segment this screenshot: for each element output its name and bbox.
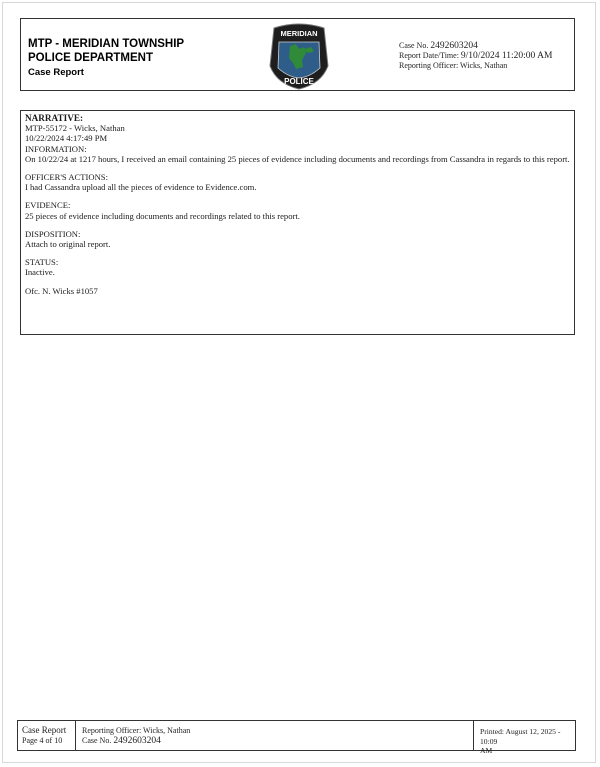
document-type: Case Report [28, 67, 84, 78]
footer-document-type: Case Report [22, 725, 67, 735]
department-block [28, 37, 184, 80]
department-title: POLICE DEPARTMENT [28, 52, 154, 64]
report-datetime: 9/10/2024 11:20:00 AM [460, 51, 553, 61]
narrative-section [20, 110, 575, 335]
officer-signature: Ofc. N. Wicks #1057 [25, 285, 98, 296]
officer-actions-label: OFFICER'S ACTIONS: [25, 172, 108, 183]
case-number-label: Case No. [399, 41, 429, 50]
reporting-officer: Wicks, Nathan [460, 61, 508, 70]
report-footer [17, 720, 576, 755]
narrative-entry-datetime: 10/22/2024 4:17:49 PM [25, 133, 108, 144]
report-datetime-label: Report Date/Time: [399, 51, 459, 60]
status-text: Inactive. [25, 267, 55, 278]
status-label: STATUS: [25, 257, 59, 268]
footer-printed-cell [473, 721, 575, 755]
narrative-entry-id: MTP-55172 - Wicks, Nathan [25, 123, 125, 134]
evidence-label: EVIDENCE: [25, 200, 71, 211]
footer-reporting-officer: Reporting Officer: Wicks, Nathan [82, 726, 191, 735]
disposition-label: DISPOSITION: [25, 228, 81, 239]
footer-printed-date: Printed: August 12, 2025 - 10:09 [480, 727, 561, 746]
officer-actions-text: I had Cassandra upload all the pieces of evidence to Evidence.com. [25, 182, 257, 193]
footer-case-number-label: Case No. [82, 736, 112, 745]
badge-top-text: MERIDIAN [280, 29, 318, 38]
footer-case-number: 2492603204 [113, 736, 161, 746]
footer-page-cell [18, 721, 76, 750]
footer-page-number: Page 4 of 10 [22, 735, 63, 745]
disposition-text: Attach to original report. [25, 239, 111, 250]
report-header [20, 18, 575, 91]
narrative-title: NARRATIVE: [25, 113, 84, 123]
footer-officer-cell [76, 721, 473, 750]
reporting-officer-label: Reporting Officer: [399, 61, 459, 70]
information-text: On 10/22/24 at 1217 hours, I received an email containing 25 pieces of evidence including documents and recordings from Cassandra in regards to this report. [25, 153, 570, 164]
case-number: 2492603204 [430, 41, 478, 51]
evidence-text: 25 pieces of evidence including documents and recordings related to this report. [25, 210, 300, 221]
badge-bottom-text: POLICE [284, 77, 314, 86]
footer-printed-time: AM [480, 746, 493, 755]
information-label: INFORMATION: [25, 143, 87, 154]
case-info [399, 41, 552, 71]
police-badge-logo [266, 22, 332, 90]
department-name: MTP - MERIDIAN TOWNSHIP [28, 38, 185, 50]
